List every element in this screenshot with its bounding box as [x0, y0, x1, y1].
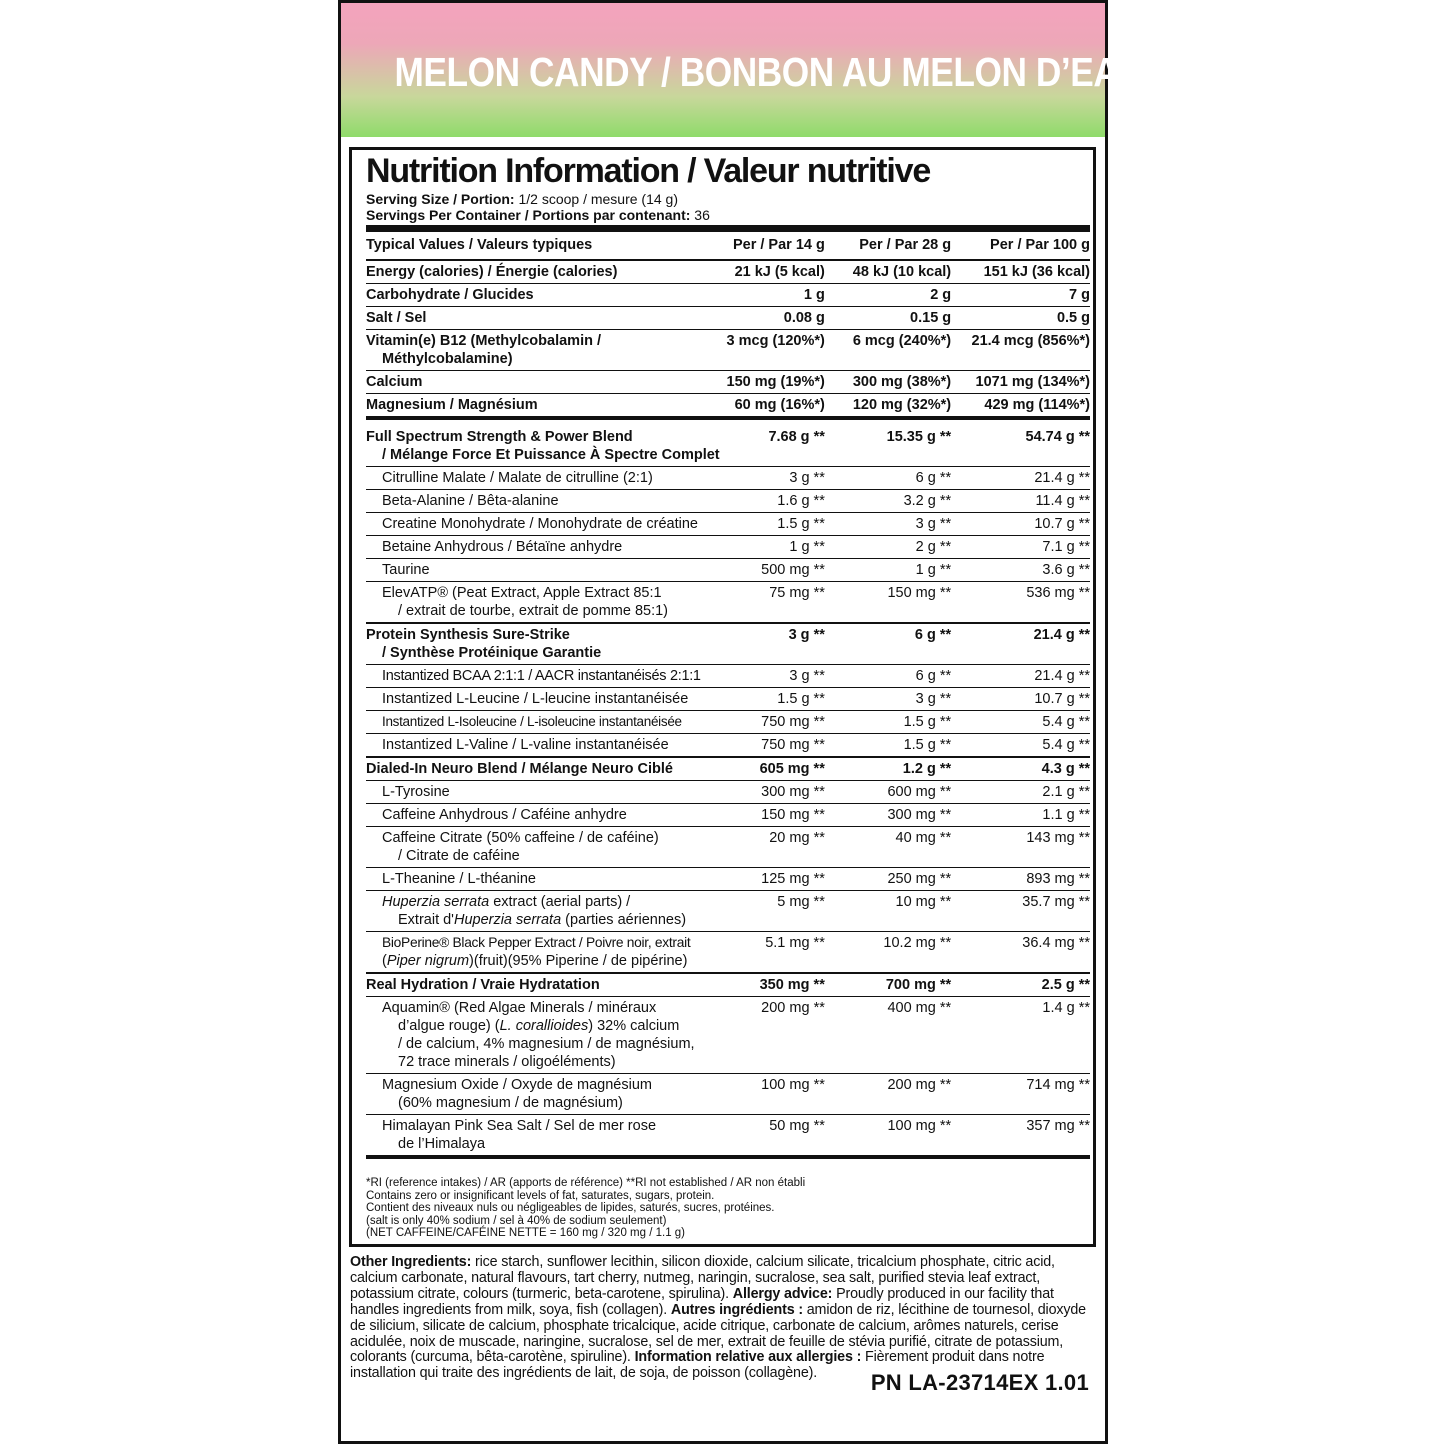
- blend-row: Real Hydration / Vraie Hydratation 350 mg ** 700 mg ** 2.5 g **: [366, 973, 1090, 997]
- nutrition-table: [366, 231, 1090, 1159]
- table-row: Himalayan Pink Sea Salt / Sel de mer rose de l’Himalaya 50 mg ** 100 mg ** 357 mg **: [366, 1115, 1090, 1158]
- blend-row: Dialed-In Neuro Blend / Mélange Neuro Ciblé 605 mg ** 1.2 g ** 4.3 g **: [366, 757, 1090, 781]
- nutrition-title: Nutrition Information / Valeur nutritive: [366, 152, 931, 190]
- table-row: Magnesium / Magnésium 60 mg (16%*) 120 mg (32%*) 429 mg (114%*): [366, 394, 1090, 419]
- table-row: Instantized L-Valine / L-valine instantanéisée 750 mg ** 1.5 g ** 5.4 g **: [366, 734, 1090, 758]
- table-row: Creatine Monohydrate / Monohydrate de créatine 1.5 g ** 3 g ** 10.7 g **: [366, 513, 1090, 536]
- table-row: Caffeine Citrate (50% caffeine / de caféine) / Citrate de caféine 20 mg ** 40 mg ** 143 mg **: [366, 827, 1090, 868]
- product-label: [338, 0, 1144, 1444]
- serving-size: Serving Size / Portion: 1/2 scoop / mesure (14 g): [366, 191, 679, 207]
- table-row: L-Tyrosine 300 mg ** 600 mg ** 2.1 g **: [366, 781, 1090, 804]
- table-row: ElevATP® (Peat Extract, Apple Extract 85:1 / extrait de tourbe, extrait de pomme 85:1) 75 mg ** 150 mg ** 536 mg **: [366, 582, 1090, 624]
- part-number: PN LA-23714EX 1.01: [870, 1370, 1089, 1395]
- table-row: Beta-Alanine / Bêta-alanine 1.6 g ** 3.2 g ** 11.4 g **: [366, 490, 1090, 513]
- table-row: Aquamin® (Red Algae Minerals / minéraux d’algue rouge) (L. corallioides) 32% calcium / de calcium, 4% magnesium / de magnésium, 72 trace minerals / oligoéléments) 200 mg ** 400 mg ** 1.4 g **: [366, 997, 1090, 1074]
- table-row: Huperzia serrata extract (aerial parts) / Extrait d'Huperzia serrata (parties aériennes) 5 mg ** 10 mg ** 35.7 mg **: [366, 891, 1090, 932]
- footnotes: [366, 1177, 1090, 1240]
- blend-row: Full Spectrum Strength & Power Blend / Mélange Force Et Puissance À Spectre Complet 7.68 g ** 15.35 g ** 54.74 g **: [366, 418, 1090, 467]
- table-row: Instantized BCAA 2:1:1 / AACR instantanéisés 2:1:1 3 g ** 6 g ** 21.4 g **: [366, 665, 1090, 688]
- footnote-line: Contient des niveaux nuls ou négligeables de lipides, saturés, sucres, protéines.: [366, 1202, 775, 1215]
- table-row: Caffeine Anhydrous / Caféine anhydre 150 mg ** 300 mg ** 1.1 g **: [366, 804, 1090, 827]
- servings-per-container: Servings Per Container / Portions par contenant: 36: [366, 207, 710, 223]
- table-row: Calcium 150 mg (19%*) 300 mg (38%*) 1071 mg (134%*): [366, 371, 1090, 394]
- footnote-line: *RI (reference intakes) / AR (apports de référence) **RI not established / AR non établi: [366, 1177, 806, 1189]
- table-row: Magnesium Oxide / Oxyde de magnésium (60% magnesium / de magnésium) 100 mg ** 200 mg ** 714 mg **: [366, 1074, 1090, 1115]
- table-row: Instantized L-Isoleucine / L-isoleucine instantanéisée 750 mg ** 1.5 g ** 5.4 g **: [366, 711, 1090, 734]
- table-row: BioPerine® Black Pepper Extract / Poivre noir, extrait (Piper nigrum)(fruit)(95% Piperine / de pipérine) 5.1 mg ** 10.2 mg ** 36.4 mg **: [366, 932, 1090, 974]
- table-row: Taurine 500 mg ** 1 g ** 3.6 g **: [366, 559, 1090, 582]
- table-row: Salt / Sel 0.08 g 0.15 g 0.5 g: [366, 307, 1090, 330]
- footnote-line: (salt is only 40% sodium / sel à 40% de sodium seulement): [366, 1214, 667, 1227]
- footnote-line: Contains zero or insignificant levels of fat, saturates, sugars, protein.: [366, 1189, 715, 1202]
- table-row: Instantized L-Leucine / L-leucine instantanéisée 1.5 g ** 3 g ** 10.7 g **: [366, 688, 1090, 711]
- footnote-line: (NET CAFFEINE/CAFÉINE NETTE = 160 mg / 320 mg / 1.1 g): [366, 1227, 686, 1240]
- flavor-title: MELON CANDY / BONBON AU MELON D’EAU: [394, 49, 1144, 95]
- table-row: Energy (calories) / Énergie (calories) 21 kJ (5 kcal) 48 kJ (10 kcal) 151 kJ (36 kcal): [366, 260, 1090, 284]
- table-row: Betaine Anhydrous / Bétaïne anhydre 1 g ** 2 g ** 7.1 g **: [366, 536, 1090, 559]
- nutrition-panel: [349, 147, 1096, 1247]
- table-row: Vitamin(e) B12 (Methylcobalamin / Méthylcobalamine) 3 mcg (120%*) 6 mcg (240%*) 21.4 mcg (856%*): [366, 330, 1090, 371]
- flavor-banner: [341, 0, 1144, 137]
- table-header-row: Typical Values / Valeurs typiques Per / Par 14 g Per / Par 28 g Per / Par 100 g: [366, 231, 1090, 260]
- blend-row: Protein Synthesis Sure-Strike / Synthèse Protéinique Garantie 3 g ** 6 g ** 21.4 g **: [366, 623, 1090, 665]
- table-row: Citrulline Malate / Malate de citrulline (2:1) 3 g ** 6 g ** 21.4 g **: [366, 467, 1090, 490]
- other-ingredients: Other Ingredients: rice starch, sunflower lecithin, silicon dioxide, calcium silicate, tricalcium phosphate, citric acid, calcium carbonate, natural flavours, tart cherry, nutmeg, naringin, sucralose, sea salt, purified stevia leaf extract, potassium citrate, colours (turmeric, beta-carotene, spirulina). Allergy advice: Proudly produced in our facility that handles ingredients from milk, soya, fish (collagen). Autres ingrédients : amidon de riz, lécithine de tournesol, dioxyde de silicium, silicate de calcium, phosphate tricalcique, acide citrique, carbonate de calcium, arômes naturels, cerise acidulée, noix de muscade, naringine, sucralose, sel de mer, extrait de feuille de stévia purifié, citrate de potassium, colorants (curcuma, bêta-carotène, spiruline). Information relative aux allergies : Fièrement produit dans notre installation qui traite des ingrédients de lait, de soja, de poisson (collagène).: [350, 1254, 1086, 1382]
- table-row: L-Theanine / L-théanine 125 mg ** 250 mg ** 893 mg **: [366, 868, 1090, 891]
- table-row: Carbohydrate / Glucides 1 g 2 g 7 g: [366, 284, 1090, 307]
